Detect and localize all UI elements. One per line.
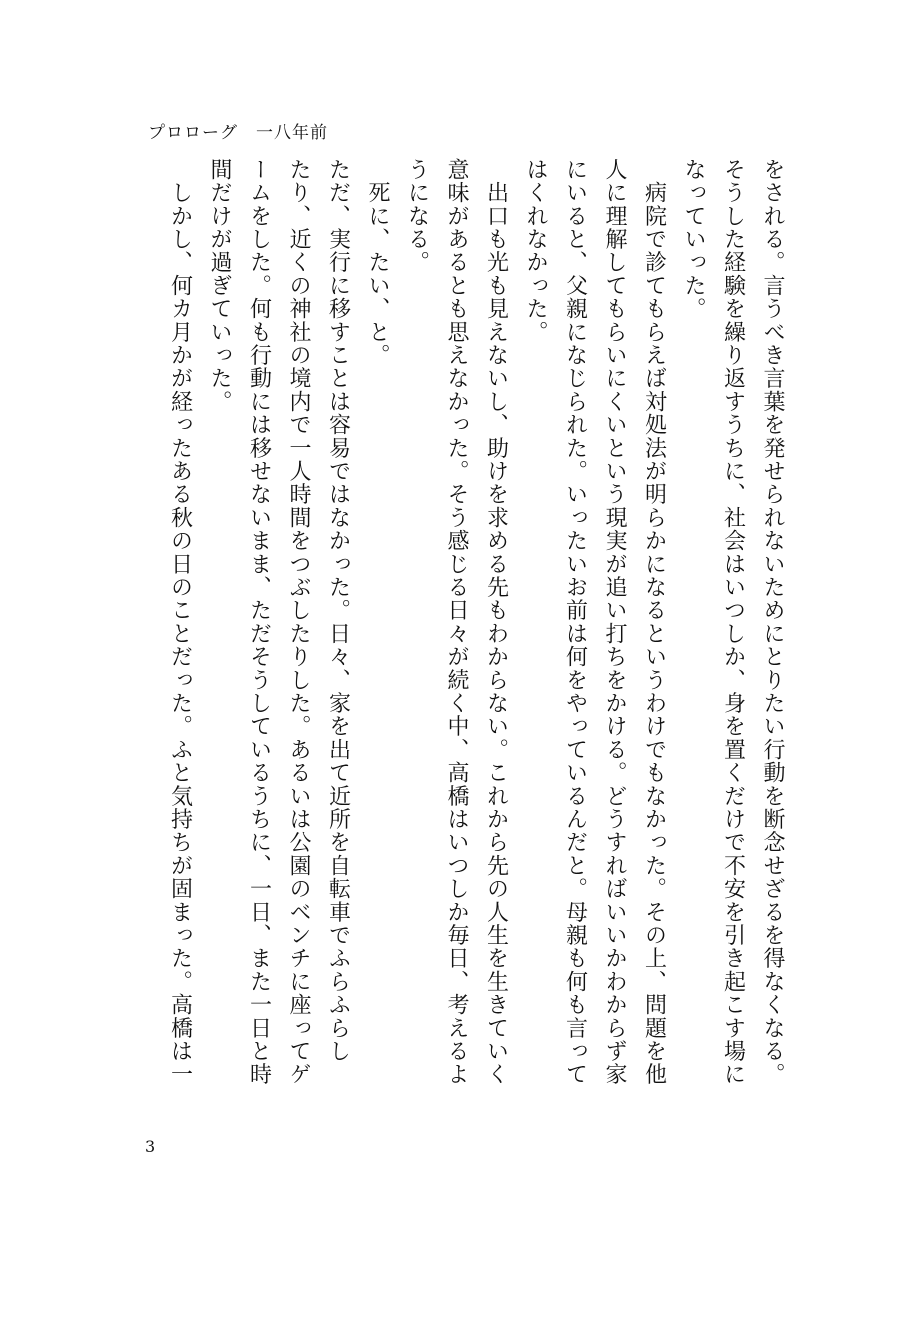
text-line: そうした経験を繰り返すうちに、社会はいつしか、身を置くだけで不安を引き起こす場に xyxy=(720,158,746,1086)
text-line: はくれなかった。 xyxy=(523,158,548,344)
text-line: 意味があるとも思えなかった。そう感じる日々が続く中、高橋はいつしか毎日、考えるよ xyxy=(444,158,469,1086)
text-line: 病院で診てもらえば対処法が明らかになるというわけでもなかった。その上、問題を他 xyxy=(641,158,667,1086)
text-line: ームをした。何も行動には移せないまま、ただそうしているうちに、一日、また一日と時 xyxy=(246,158,272,1086)
text-line: 人に理解してもらいにくいという現実が追い打ちをかける。どうすればいいかわからず家 xyxy=(602,158,627,1086)
running-header: プロローグ 一八年前 xyxy=(148,123,328,143)
text-line: 死に、たい、と。 xyxy=(365,158,390,367)
text-line: うになる。 xyxy=(404,158,430,274)
body-text xyxy=(130,158,792,1118)
text-line: なっていった。 xyxy=(681,158,706,321)
text-line: ただ、実行に移すことは容易ではなかった。日々、家を出て近所を自転車でふらふらし xyxy=(325,158,351,1063)
text-line: をされる。言うべき言葉を発せられないためにとりたい行動を断念せざるを得なくなる。 xyxy=(760,158,785,1086)
text-line: にいると、父親になじられた。いったいお前は何をやっているんだと。母親も何も言って xyxy=(562,158,588,1086)
text-line: たり、近くの神社の境内で一人時間をつぶしたりした。あるいは公園のベンチに座ってゲ xyxy=(286,158,311,1086)
text-line: 出口も光も見えないし、助けを求める先もわからない。これから先の人生を生きていく xyxy=(483,158,509,1086)
page-number: 3 xyxy=(145,1137,156,1156)
text-line: しかし、何カ月かが経ったある秋の日のことだった。ふと気持ちが固まった。高橋は一 xyxy=(167,158,193,1086)
text-line: 間だけが過ぎていった。 xyxy=(207,158,232,414)
